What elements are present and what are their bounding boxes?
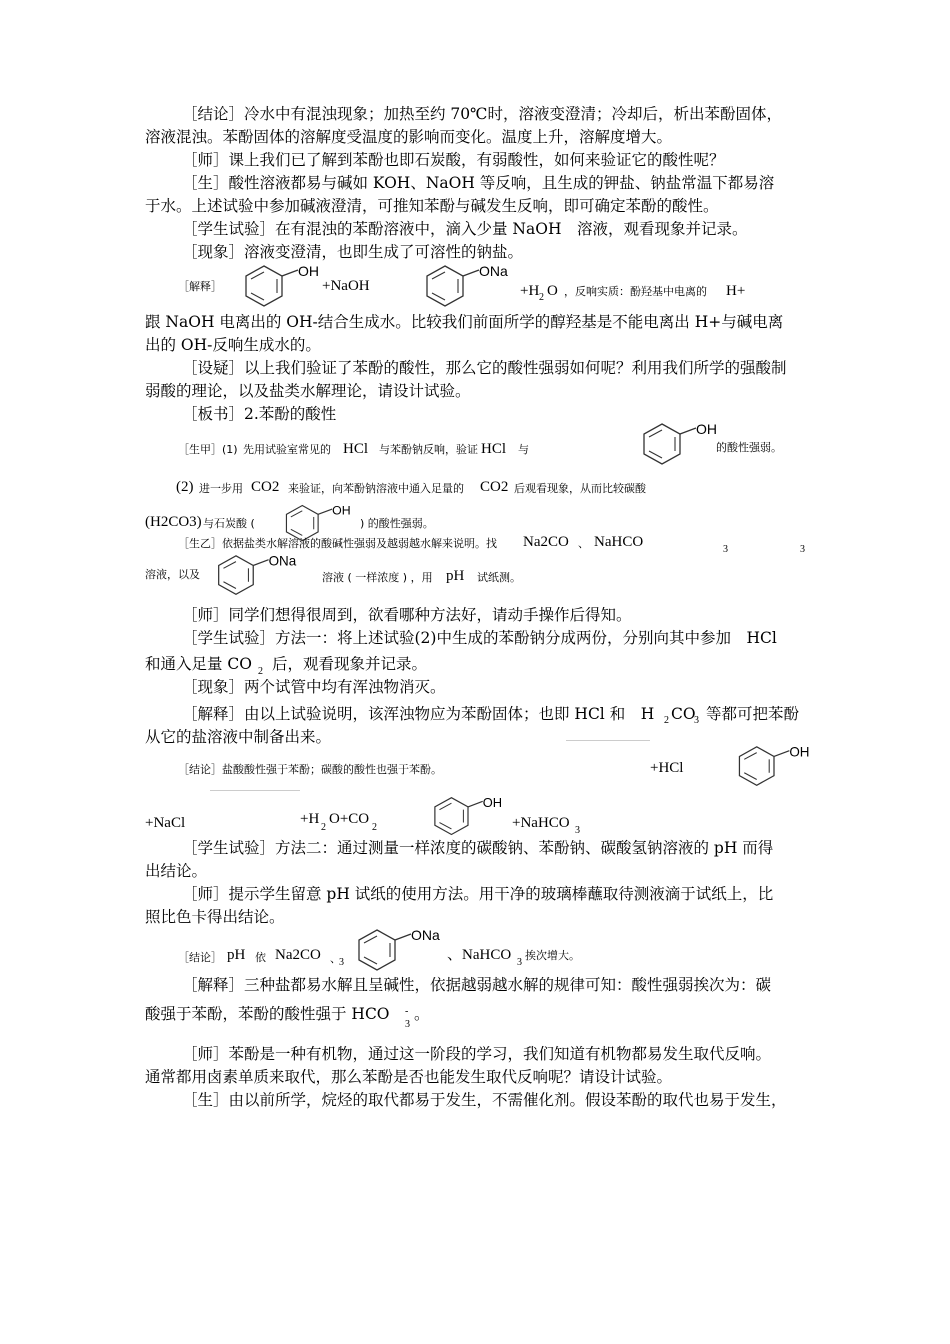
step-2-number: (2) — [176, 479, 194, 495]
explanation-2-line-1-end: 等都可把苯酚 — [706, 705, 800, 723]
step-2-text-2: 来验证，向苯酚钠溶液中通入足量的 — [288, 482, 464, 495]
separator-1: 、 — [330, 952, 341, 965]
h2co3-co: CO — [671, 705, 696, 723]
na2co-2: Na2CO — [275, 947, 321, 963]
phenol-structure — [428, 794, 508, 840]
h-plus: H+ — [726, 283, 746, 299]
sodium-phenoxide-structure — [213, 552, 305, 600]
phenol-structure — [242, 262, 322, 312]
conclusion-3-by: 依 — [255, 951, 266, 964]
ona-label: ONa — [411, 927, 440, 943]
co2-1: CO2 — [251, 479, 280, 495]
teacher-comment: ［师］同学们想得很周到，欲看哪种方法好，请动手操作后得知。 — [182, 606, 632, 624]
nahco3-sub: 3 — [575, 825, 580, 836]
student-a-text-1: 先用试验室常见的 — [243, 443, 331, 456]
method-1-line-2-end: 后，观看现象并记录。 — [272, 655, 428, 673]
ona-label: ONa — [479, 263, 508, 279]
explanation-label: ［解释］ — [178, 280, 222, 293]
explanation-3-line-2: 酸强于苯酚，苯酚的酸性强于 HCO — [145, 1005, 390, 1023]
image-frame-edge — [566, 740, 650, 741]
plus-naoh: +NaOH — [322, 278, 370, 294]
method-2-line-2: 出结论。 — [145, 862, 208, 880]
student-b-text-2: 溶液，以及 — [145, 568, 200, 581]
na2co: Na2CO — [523, 534, 569, 550]
student-experiment-1: ［学生试验］在有混浊的苯酚溶液中，滴入少量 NaOH 溶液，观看现象并记录。 — [182, 220, 748, 238]
method-1-line-1: ［学生试验］方法一：将上述试验(2)中生成的苯酚钠分成两份，分别向其中参加 HCl — [182, 629, 777, 647]
conclusion-2: ［结论］盐酸酸性强于苯酚；碳酸的酸性也强于苯酚。 — [178, 763, 442, 776]
hco3-superscript: - — [405, 1006, 409, 1017]
teacher-question: ［师］课上我们已了解到苯酚也即石炭酸，有弱酸性，如何来验证它的酸性呢？ — [182, 151, 725, 169]
subscript-3a: 3 — [723, 544, 728, 555]
co2-subscript: 2 — [258, 666, 263, 677]
h2o-sub: 2 — [321, 822, 326, 833]
student-b-text-4: 试纸测。 — [477, 571, 521, 584]
reaction-essence-note: ，反响实质：酚羟基中电离的 — [564, 285, 707, 298]
student-a-label: ［生甲］(1) — [178, 443, 238, 456]
period: 。 — [414, 1005, 430, 1023]
phenol-structure — [640, 420, 718, 470]
oh-label: OH — [789, 744, 810, 760]
student-a-text-3: 与 — [518, 443, 529, 456]
h2o-o: O — [547, 283, 558, 299]
explanation-line-2: 出的 OH-反响生成水的。 — [145, 336, 321, 354]
explanation-line-1: 跟 NaOH 电离出的 OH-结合生成水。比较我们前面所学的醇羟基是不能电离出 H+与碱电离 — [145, 313, 784, 331]
teacher-tip-line-1: ［师］提示学生留意 pH 试纸的使用方法。用干净的玻璃棒蘸取待测液滴于试纸上，比 — [182, 885, 774, 903]
student-answer-line-1: ［生］酸性溶液都易与碱如 KOH、NaOH 等反响，且生成的钾盐、钠盐常温下都易溶 — [182, 174, 775, 192]
plus-nahco: +NaHCO — [512, 815, 570, 831]
phenomenon-2: ［现象］两个试管中均有浑浊物消灭。 — [182, 678, 446, 696]
conclusion-3-label: ［结论］ — [178, 951, 222, 964]
step-2-text-3: 后观看现象，从而比较碳酸 — [514, 482, 646, 495]
ona-label: ONa — [268, 553, 297, 569]
conclusion-line-1: ［结论］冷水中有混浊现象；加热至约 70℃时，溶液变澄清；冷却后，析出苯酚固体， — [182, 105, 782, 123]
h2co3-sub-3: 3 — [694, 715, 699, 726]
image-frame-edge — [210, 790, 300, 791]
hcl-1: HCl — [343, 441, 369, 457]
student-b-text-3: 溶液 ( 一样浓度 ) ，用 — [322, 571, 433, 584]
board-heading: ［板书］2.苯酚的酸性 — [182, 405, 337, 423]
student-answer-line-2: 于水。上述试验中参加碱液澄清，可推知苯酚与碱发生反响，即可确定苯酚的酸性。 — [145, 197, 719, 215]
hco3-subscript: 3 — [405, 1019, 410, 1030]
method-2-line-1: ［学生试验］方法二：通过测量一样浓度的碳酸钠、苯酚钠、碳酸氢钠溶液的 pH 而得 — [182, 839, 774, 857]
subscript-3c: 3 — [339, 957, 344, 968]
oh-label: OH — [696, 421, 717, 437]
plus-h2o: +H — [520, 283, 540, 299]
hcl-2: HCl — [481, 441, 507, 457]
phenol-structure — [734, 743, 814, 791]
doubt-line-1: ［设疑］以上我们验证了苯酚的酸性，那么它的酸性强弱如何呢？利用我们所学的强酸制 — [182, 359, 787, 377]
student-a-text-2: 与苯酚钠反响，验证 — [379, 443, 478, 456]
h2o-subscript: 2 — [539, 292, 544, 303]
separator: 、 — [578, 537, 589, 550]
conclusion-line-2: 溶液混浊。苯酚固体的溶解度受温度的影响而变化。温度上升，溶解度增大。 — [145, 128, 673, 146]
ph-2: pH — [227, 947, 246, 963]
h2co3-sub-2: 2 — [664, 715, 669, 726]
o-plus-co: O+CO — [329, 811, 370, 827]
oh-label: OH — [482, 794, 503, 810]
student-b-text-1: ［生乙］依据盐类水解溶液的酸碱性强弱及越弱越水解来说明。找 — [178, 537, 497, 550]
plus-hcl: +HCl — [650, 760, 684, 776]
h2co3: (H2CO3) — [145, 514, 202, 530]
step-2-text-5: ) 的酸性强弱。 — [360, 517, 434, 530]
sodium-phenoxide-structure — [355, 926, 447, 976]
conclusion-3-end: 挨次增大。 — [525, 949, 580, 962]
phenomenon-1: ［现象］溶液变澄清，也即生成了可溶性的钠盐。 — [182, 243, 524, 261]
nahco: NaHCO — [594, 534, 644, 550]
ph-1: pH — [446, 568, 465, 584]
co2-sub: 2 — [372, 822, 377, 833]
explanation-3-line-1: ［解释］三种盐都易水解且呈碱性，依据越弱越水解的规律可知：酸性强弱挨次为：碳 — [182, 976, 772, 994]
plus-nacl: +NaCl — [145, 815, 186, 831]
explanation-2-line-2: 从它的盐溶液中制备出来。 — [145, 728, 332, 746]
co2-2: CO2 — [480, 479, 509, 495]
subscript-3b: 3 — [800, 544, 805, 555]
sodium-phenoxide-structure — [423, 262, 515, 312]
step-2-text-1: 进一步用 — [199, 482, 243, 495]
separator-nahco: 、NaHCO — [447, 947, 512, 963]
teacher-tip-line-2: 照比色卡得出结论。 — [145, 908, 285, 926]
teacher-question-2-line-1: ［师］苯酚是一种有机物，通过这一阶段的学习，我们知道有机物都易发生取代反响。 — [182, 1045, 772, 1063]
doubt-line-2: 弱酸的理论，以及盐类水解理论，请设计试验。 — [145, 382, 471, 400]
teacher-question-2-line-2: 通常都用卤素单质来取代，那么苯酚是否也能发生取代反响呢？请设计试验。 — [145, 1068, 673, 1086]
plus-h: +H — [300, 811, 320, 827]
method-1-line-2-start: 和通入足量 CO — [145, 655, 252, 673]
oh-label: OH — [332, 503, 351, 518]
student-a-text-4: 的酸性强弱。 — [716, 441, 782, 454]
subscript-3d: 3 — [517, 957, 522, 968]
explanation-2-line-1: ［解释］由以上试验说明，该浑浊物应为苯酚固体；也即 HCl 和 H — [182, 705, 655, 723]
oh-label: OH — [298, 263, 319, 279]
student-answer-2: ［生］由以前所学，烷烃的取代都易于发生，不需催化剂。假设苯酚的取代也易于发生， — [182, 1091, 787, 1109]
step-2-text-4: 与石炭酸 ( — [203, 517, 255, 530]
